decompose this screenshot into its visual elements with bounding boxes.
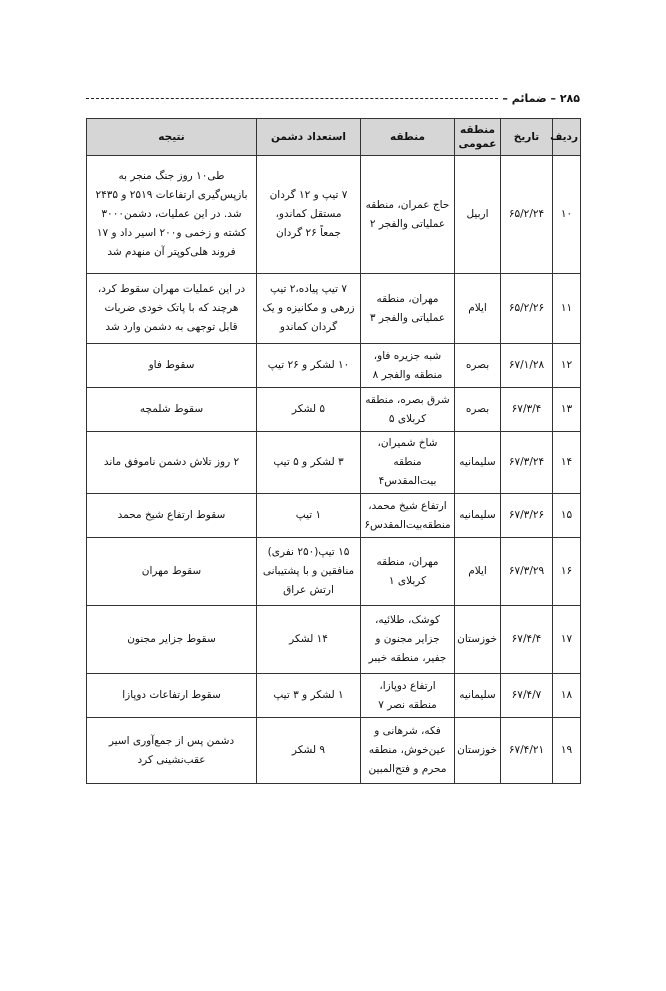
cell-area-line: شبه جزیره فاو، xyxy=(373,349,442,362)
cell-area-line: عملیاتی والفجر ۲ xyxy=(369,217,446,230)
operations-table xyxy=(86,118,581,784)
cell-general-area: ایلام xyxy=(455,274,501,344)
cell-enemy-line: منافقین و با پشتیبانی xyxy=(262,565,355,577)
cell-radif: ۱۹ xyxy=(553,718,581,784)
cell-result-line: دشمن پس از جمع‌آوری اسیر xyxy=(108,734,235,747)
cell-radif: ۱۸ xyxy=(553,674,581,718)
cell-enemy-line: مستقل کماندو، xyxy=(275,208,342,220)
column-header-date: تاریخ xyxy=(501,119,553,156)
cell-area-line: محرم و فتح‌المبین xyxy=(368,763,447,775)
cell-enemy xyxy=(257,274,361,344)
cell-result xyxy=(87,538,257,606)
cell-enemy-line: ۱ تیپ xyxy=(295,509,322,521)
cell-result-line: فروند هلی‌کوپتر آن منهدم شد xyxy=(107,246,236,258)
cell-result-line: سقوط مهران xyxy=(141,565,202,577)
cell-area-line: عین‌خوش، منطقه xyxy=(368,744,447,756)
cell-area xyxy=(361,388,455,432)
table-row xyxy=(87,432,581,494)
cell-result xyxy=(87,344,257,388)
cell-result-line: طی۱۰ روز جنگ منجر به xyxy=(118,170,225,182)
cell-date: ۶۵/۲/۲۴ xyxy=(501,156,553,274)
cell-area xyxy=(361,718,455,784)
cell-general-area: بصره xyxy=(455,344,501,388)
cell-date: ۶۷/۴/۲۱ xyxy=(501,718,553,784)
cell-enemy-line: ارتش عراق xyxy=(283,584,334,596)
section-label: ضمائم xyxy=(511,91,547,105)
cell-enemy-line: ۱۰ لشکر و ۲۶ تیپ xyxy=(267,359,350,371)
cell-area-line: حاج عمران، منطقه xyxy=(365,198,450,211)
cell-area xyxy=(361,494,455,538)
cell-enemy xyxy=(257,538,361,606)
table-row xyxy=(87,274,581,344)
cell-radif: ۱۱ xyxy=(553,274,581,344)
cell-date: ۶۷/۳/۲۴ xyxy=(501,432,553,494)
cell-area-line: منطقه والفجر ۸ xyxy=(372,368,443,381)
table-row xyxy=(87,606,581,674)
cell-area-line: شاخ شمیران، xyxy=(377,437,438,449)
cell-result-line: کشته و زخمی و۲۰۰ اسیر داد و ۱۷ xyxy=(96,227,247,239)
cell-area-line: منطقه بیت‌المقدس۴ xyxy=(378,456,437,487)
column-header-enemy: استعداد دشمن xyxy=(257,119,361,156)
cell-result xyxy=(87,274,257,344)
cell-date: ۶۷/۳/۲۹ xyxy=(501,538,553,606)
cell-area-line: ارتفاع دوپازا، xyxy=(379,679,436,692)
table-row xyxy=(87,494,581,538)
table-row xyxy=(87,538,581,606)
cell-area-line: جزایر مجنون و xyxy=(375,633,440,645)
header-rule xyxy=(86,98,498,99)
cell-general-area: سلیمانیه xyxy=(455,432,501,494)
cell-result xyxy=(87,432,257,494)
page-header xyxy=(86,90,580,106)
cell-area-line: عملیاتی والفجر ۳ xyxy=(369,311,446,324)
cell-result xyxy=(87,156,257,274)
cell-enemy-line: ۵ لشکر xyxy=(291,403,326,415)
cell-area-line: کربلای ۵ xyxy=(388,412,427,425)
cell-area-line: مهران، منطقه xyxy=(376,292,439,305)
cell-enemy xyxy=(257,344,361,388)
cell-radif: ۱۴ xyxy=(553,432,581,494)
cell-enemy-line: ۳ لشکر و ۵ تیپ xyxy=(273,456,344,468)
column-header-result: نتیجه xyxy=(87,119,257,156)
column-header-general-area: منطقه عمومی xyxy=(455,119,501,156)
cell-area xyxy=(361,674,455,718)
cell-result-line: هرچند که با پاتک خودی ضربات xyxy=(104,302,239,314)
table-row xyxy=(87,344,581,388)
cell-area xyxy=(361,432,455,494)
cell-result xyxy=(87,494,257,538)
cell-enemy-line: ۱ لشکر و ۳ تیپ xyxy=(273,689,344,701)
cell-result-line: سقوط شلمچه xyxy=(139,403,204,415)
cell-area xyxy=(361,606,455,674)
cell-area xyxy=(361,538,455,606)
cell-result-line: در این عملیات مهران سقوط کرد، xyxy=(97,283,246,295)
cell-area-line: ارتفاع شیخ محمد، xyxy=(368,499,447,512)
table-row xyxy=(87,156,581,274)
cell-result xyxy=(87,718,257,784)
cell-result xyxy=(87,674,257,718)
cell-result-line: شد. در این عملیات، دشمن۳۰۰۰ xyxy=(101,208,242,220)
cell-date: ۶۷/۴/۷ xyxy=(501,674,553,718)
cell-area xyxy=(361,344,455,388)
cell-general-area: اربیل xyxy=(455,156,501,274)
cell-general-area: بصره xyxy=(455,388,501,432)
column-header-radif: ردیف xyxy=(553,119,581,156)
cell-area-line: منطقه نصر ۷ xyxy=(378,698,437,711)
cell-radif: ۱۵ xyxy=(553,494,581,538)
cell-date: ۶۷/۱/۲۸ xyxy=(501,344,553,388)
cell-enemy-line: جمعاً ۲۶ گردان xyxy=(276,227,341,239)
cell-result-line: بازپس‌گیری ارتفاعات ۲۵۱۹ و ۲۴۳۵ xyxy=(95,189,248,201)
cell-result-line: سقوط فاو xyxy=(148,359,195,371)
table-row xyxy=(87,718,581,784)
cell-area-line: فکه، شرهانی و xyxy=(374,725,441,737)
cell-result-line: ۲ روز تلاش دشمن ناموفق ماند xyxy=(103,456,240,468)
cell-radif: ۱۷ xyxy=(553,606,581,674)
table-header-row xyxy=(87,119,581,156)
table-row xyxy=(87,388,581,432)
column-header-area: منطقه xyxy=(361,119,455,156)
cell-enemy-line: ۹ لشکر xyxy=(291,744,326,756)
cell-general-area: خوزستان xyxy=(455,606,501,674)
cell-radif: ۱۳ xyxy=(553,388,581,432)
cell-area-line: کوشک، طلائیه، xyxy=(374,614,441,626)
cell-date: ۶۷/۴/۴ xyxy=(501,606,553,674)
cell-general-area: سلیمانیه xyxy=(455,494,501,538)
cell-radif: ۱۰ xyxy=(553,156,581,274)
cell-enemy-line: زرهی و مکانیزه و یک xyxy=(262,302,355,314)
cell-result-line: سقوط ارتفاع شیخ محمد xyxy=(117,509,226,521)
cell-area xyxy=(361,274,455,344)
cell-enemy xyxy=(257,718,361,784)
cell-area-line: شرق بصره، منطقه xyxy=(365,393,450,406)
cell-enemy-line: ۷ تیپ و ۱۲ گردان xyxy=(269,189,348,201)
cell-date: ۶۵/۲/۲۶ xyxy=(501,274,553,344)
cell-result xyxy=(87,606,257,674)
cell-enemy xyxy=(257,494,361,538)
cell-enemy xyxy=(257,388,361,432)
cell-area-line: منطقه‌بیت‌المقدس۶ xyxy=(364,518,451,531)
cell-enemy-line: ۱۵ تیپ(۲۵۰ نفری) xyxy=(267,546,350,558)
page-number: ۲۸۵ xyxy=(559,91,580,105)
cell-general-area: سلیمانیه xyxy=(455,674,501,718)
cell-enemy xyxy=(257,432,361,494)
cell-general-area: ایلام xyxy=(455,538,501,606)
cell-result-line: سقوط جزایر مجنون xyxy=(127,633,216,645)
cell-result-line: عقب‌نشینی کرد xyxy=(137,753,206,766)
cell-enemy-line: ۷ تیپ پیاده،۲ تیپ xyxy=(270,283,347,295)
cell-enemy-line: گردان کماندو xyxy=(279,321,338,333)
cell-date: ۶۷/۳/۲۶ xyxy=(501,494,553,538)
cell-enemy xyxy=(257,156,361,274)
cell-enemy-line: ۱۴ لشکر xyxy=(289,633,328,645)
cell-enemy xyxy=(257,674,361,718)
cell-enemy xyxy=(257,606,361,674)
table-row xyxy=(87,674,581,718)
cell-general-area: خوزستان xyxy=(455,718,501,784)
cell-result-line: سقوط ارتفاعات دوپازا xyxy=(122,689,221,701)
cell-radif: ۱۶ xyxy=(553,538,581,606)
table-body xyxy=(87,156,581,784)
cell-area xyxy=(361,156,455,274)
cell-area-line: جفیر، منطقه خیبر xyxy=(368,652,447,664)
cell-date: ۶۷/۳/۴ xyxy=(501,388,553,432)
running-title: ۲۸۵ – ضمائم – xyxy=(502,91,580,105)
cell-result-line: قابل توجهی به دشمن وارد شد xyxy=(105,321,238,333)
cell-radif: ۱۲ xyxy=(553,344,581,388)
cell-area-line: کربلای ۱ xyxy=(388,574,427,587)
cell-area-line: مهران، منطقه xyxy=(376,555,439,568)
cell-result xyxy=(87,388,257,432)
